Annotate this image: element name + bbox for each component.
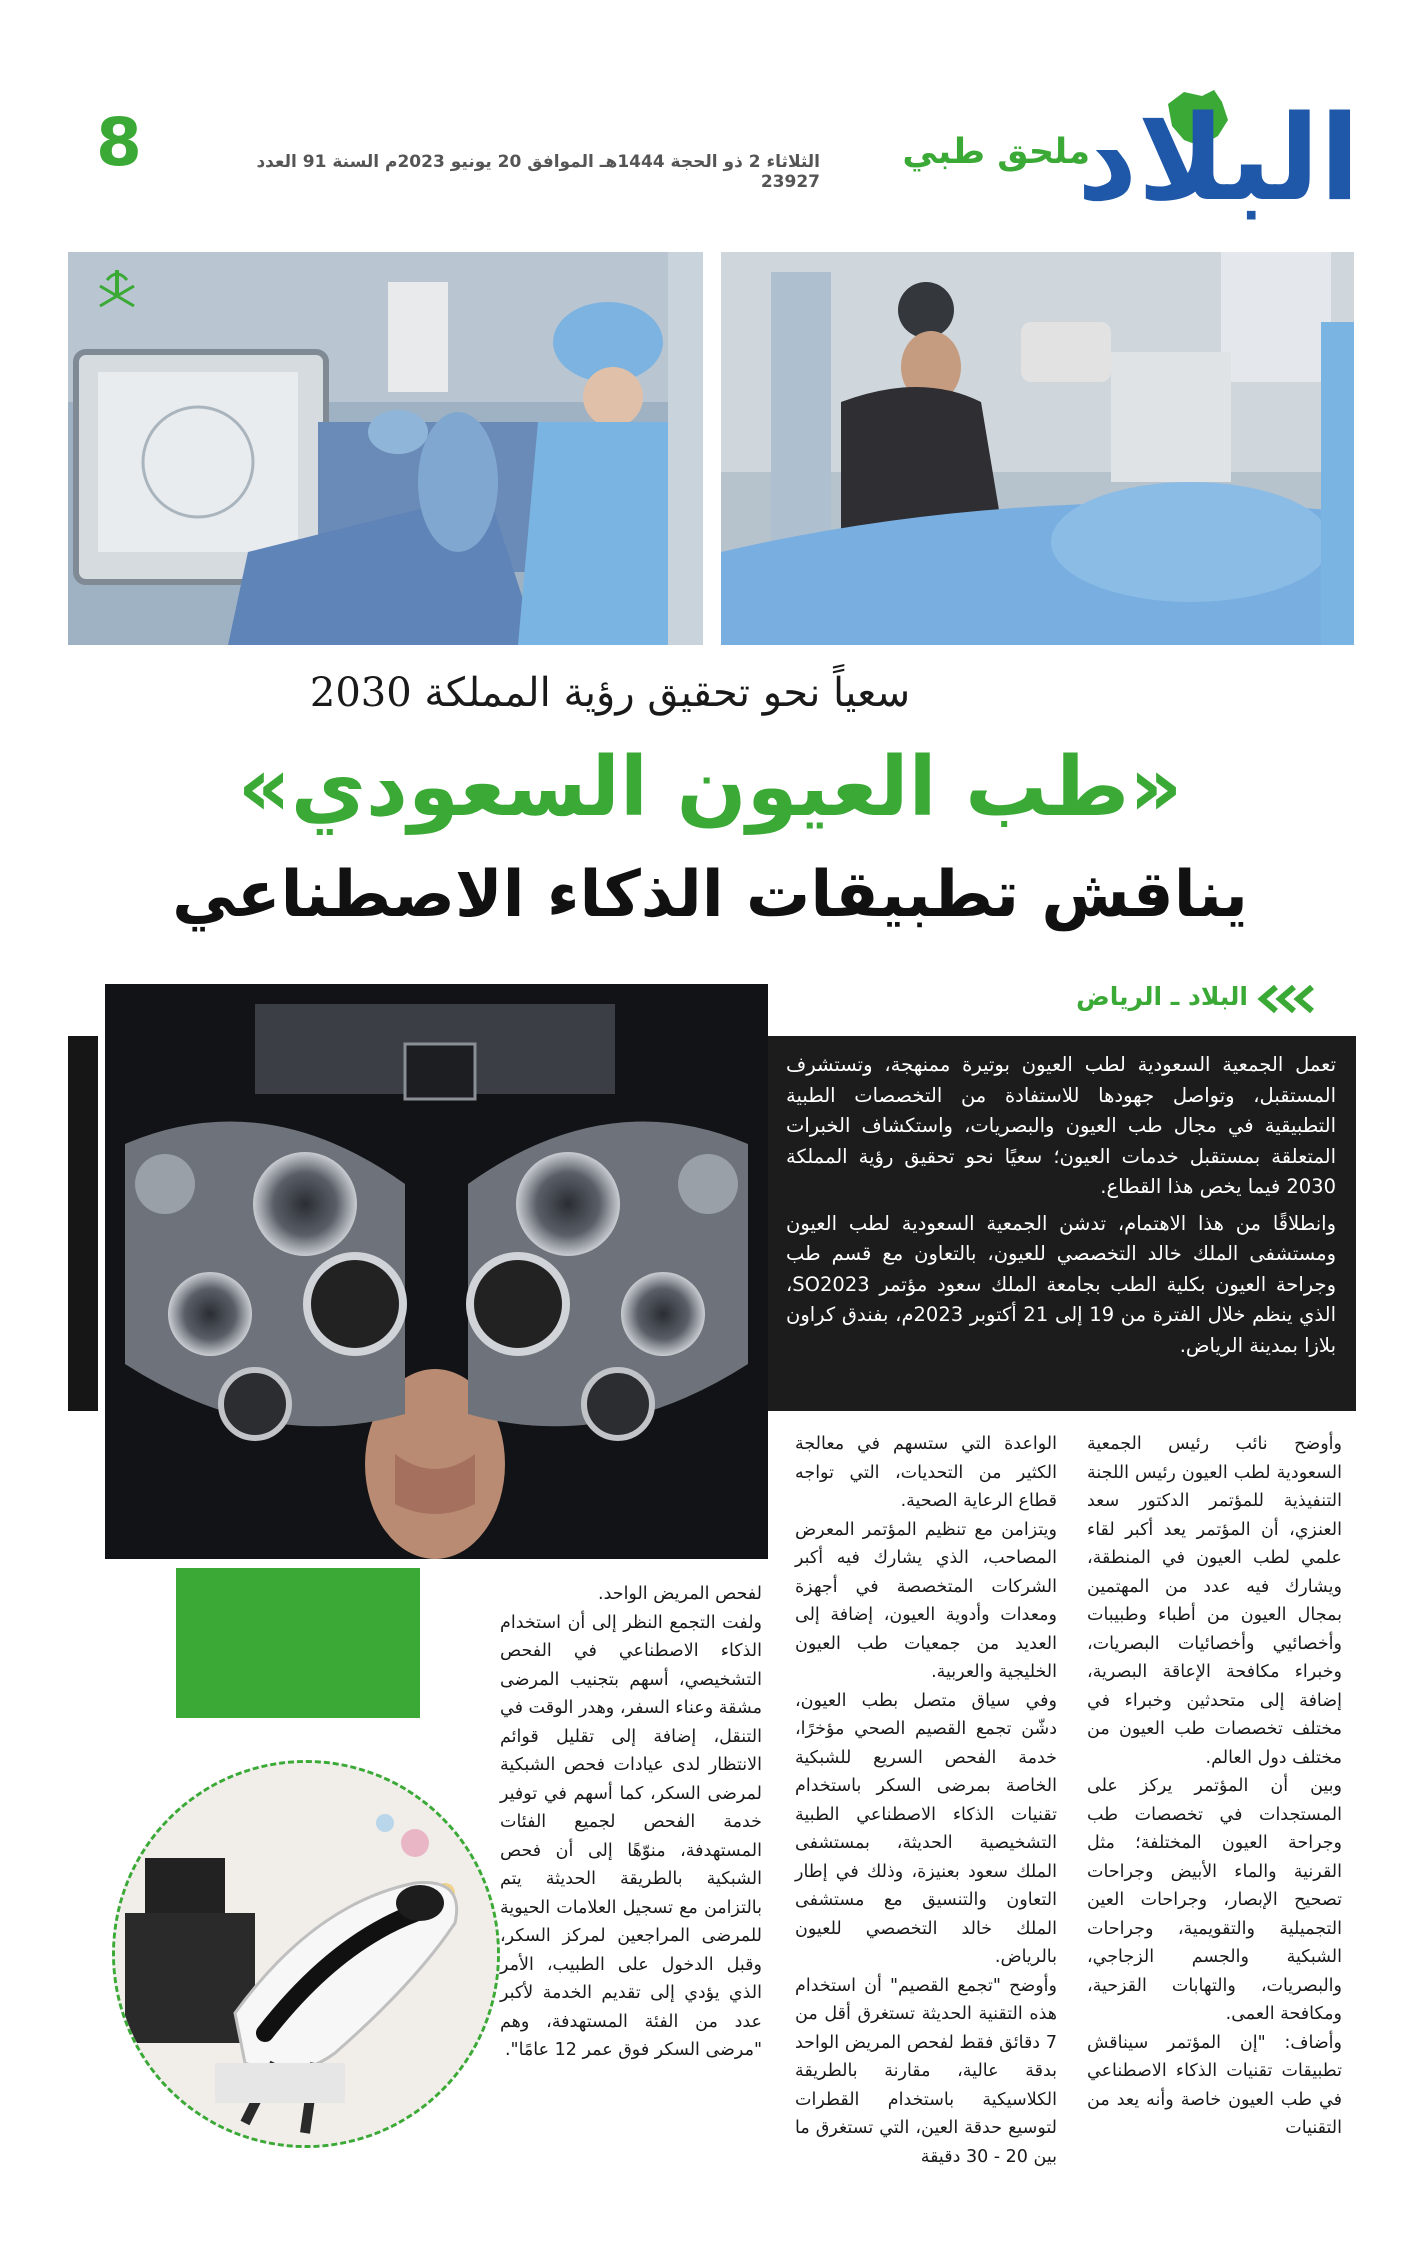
decorative-bar xyxy=(68,1036,98,1411)
saudi-emblem-icon xyxy=(90,266,144,316)
page-number: 8 xyxy=(96,104,142,181)
paragraph: وأوضح "تجمع القصيم" أن استخدام هذه التقنية الحديثة تستغرق أقل من 7 دقائق فقط لفحص المريض الواحد بدقة عالية، مقارنة بالطريقة الكلاسيكية باستخدام القطرات لتوسيع حدقة العين، التي تستغرق ما بين 20 - 30 دقيقة xyxy=(795,1975,1057,2167)
paragraph: وفي سياق متصل بطب العيون، دشّن تجمع القصيم الصحي مؤخرًا، خدمة الفحص السريع للشبكية الخاصة بمرضى السكر باستخدام تقنيات الذكاء الاصطناعي الطبية التشخيصية الحديثة، بمستشفى الملك سعود بعنيزة، وذلك في إطار التعاون والتنسيق مع مستشفى الملك خالد التخصصي للعيون بالرياض. xyxy=(795,1690,1057,1967)
paragraph: لفحص المريض الواحد. xyxy=(598,1584,762,1604)
lead-paragraph-box xyxy=(768,1036,1356,1411)
phoropter-photo xyxy=(105,984,768,1559)
eye-surgeon-photo xyxy=(721,252,1354,645)
chevrons-left-icon xyxy=(1256,984,1320,1014)
byline-text: البلاد ـ الرياض xyxy=(1076,982,1248,1011)
lead-paragraph-2: وانطلاقًا من هذا الاهتمام، تدشن الجمعية السعودية لطب العيون ومستشفى الملك خالد التخصصي للعيون، بالتعاون مع قسم طب وجراحة العيون بكلية الطب بجامعة الملك سعود مؤتمر SO2023، الذي ينظم خلال الفترة من 19 إلى 21 أكتوبر 2023م، بفندق كراون بلازا بمدينة الرياض. xyxy=(786,1211,1336,1357)
logo-text: البلاد xyxy=(1076,89,1360,227)
paragraph: وأضاف: "إن المؤتمر سيناقش تطبيقات تقنيات الذكاء الاصطناعي في طب العيون خاصة وأنه يعد من التقنيات xyxy=(1087,2032,1342,2138)
operating-room-photo xyxy=(68,252,703,645)
paragraph: وأوضح نائب رئيس الجمعية السعودية لطب العيون رئيس اللجنة التنفيذية للمؤتمر الدكتور سعد العنزي، أن المؤتمر يعد أكبر لقاء علمي لطب العيون في المنطقة، ويشارك فيه عدد من المهتمين بمجال العيون من أطباء وطبيبات وأخصائيي وأخصائيات البصريات، وخبراء مكافحة الإعاقة البصرية، إضافة إلى متحدثين وخبراء في مختلف تخصصات طب العيون من مختلف دول العالم. xyxy=(1087,1434,1342,1768)
article-column-2 xyxy=(795,1430,1057,2220)
section-label: ملحق طبي xyxy=(902,132,1090,172)
paragraph: الواعدة التي ستسهم في معالجة الكثير من التحديات، التي تواجه قطاع الرعاية الصحية. xyxy=(795,1434,1057,1511)
paragraph: وبين أن المؤتمر يركز على المستجدات في تخصصات طب وجراحة العيون المختلفة؛ مثل القرنية والماء الأبيض وجراحات تصحيح الإبصار، وجراحات العين التجميلية والتقويمية، وجراحات الشبكية والجسم الزجاجي، والبصريات، والتهابات القزحية، ومكافحة العمى. xyxy=(1087,1776,1342,2024)
main-headline: «طب العيون السعودي» xyxy=(237,740,1183,835)
decorative-green-block xyxy=(176,1568,420,1718)
headline-kicker: سعياً نحو تحقيق رؤية المملكة 2030 xyxy=(309,670,911,716)
lead-paragraph-1: تعمل الجمعية السعودية لطب العيون بوتيرة ممنهجة، وتستشرف المستقبل، وتواصل جهودها للاستفادة من التخصصات الطبية التطبيقية في مجال طب العيون والبصريات، واستكشاف الخبرات المتعلقة بمستقبل خدمات العيون؛ سعيًا نحو تحقيق رؤية المملكة 2030 فيما يخص هذا القطاع. xyxy=(786,1053,1336,1198)
paragraph: ويتزامن مع تنظيم المؤتمر المعرض المصاحب، الذي يشارك فيه أكبر الشركات المتخصصة في أجهزة ومعدات وأدوية العيون، إضافة إلى العديد من جمعيات طب العيون الخليجية والعربية. xyxy=(795,1519,1057,1682)
article-column-1 xyxy=(1087,1430,1342,2220)
article-column-3 xyxy=(500,1580,762,2220)
sub-headline: يناقش تطبيقات الذكاء الاصطناعي xyxy=(172,858,1248,932)
issue-dateline: الثلاثاء 2 ذو الحجة 1444هـ الموافق 20 يونيو 2023م السنة 91 العدد 23927 xyxy=(256,152,820,192)
byline xyxy=(1010,982,1320,1018)
paragraph: ولفت التجمع النظر إلى أن استخدام الذكاء الاصطناعي في الفحص التشخيصي، أسهم بتجنيب المرضى مشقة وعناء السفر، وهدر الوقت في التنقل، إضافة إلى تقليل قوائم الانتظار لدى عيادات فحص الشبكية لمرضى السكر، كما أسهم في توفير خدمة الفحص لجميع الفئات المستهدفة، منوّهًا إلى أن فحص الشبكية بالطريقة الحديثة يتم بالتزامن مع تسجيل العلامات الحيوية للمرضى المراجعين لمركز السكر، وقبل الدخول على الطبيب، الأمر الذي يؤدي إلى تقديم الخدمة لأكبر عدد من الفئة المستهدفة، وهم "مرضى السكر فوق عمر 12 عامًا". xyxy=(500,1612,762,2060)
masthead-logo xyxy=(1076,88,1360,228)
retina-camera-photo xyxy=(112,1760,500,2148)
